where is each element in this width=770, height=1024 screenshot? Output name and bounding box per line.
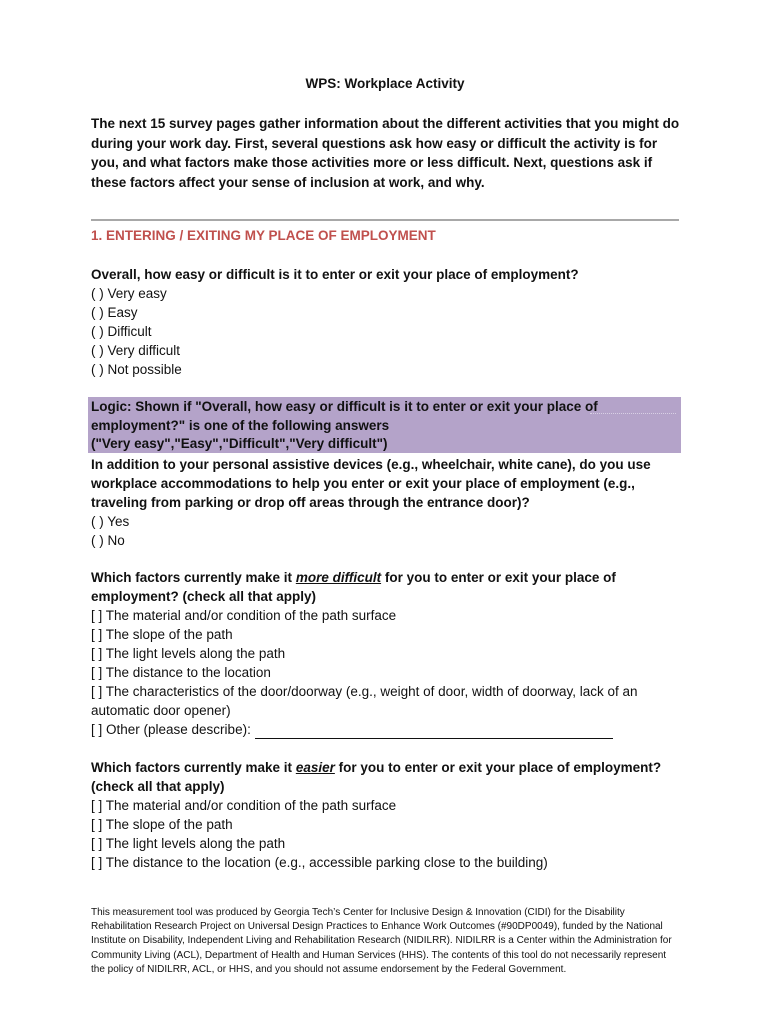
question-accommodations	[91, 455, 681, 550]
checkbox-path-slope[interactable]: [ ] The slope of the path	[91, 817, 233, 832]
question-text: Overall, how easy or difficult is it to enter or exit your place of employment?	[91, 267, 579, 282]
section-divider	[91, 219, 679, 221]
checkbox-path-surface[interactable]: [ ] The material and/or condition of the path surface	[91, 798, 397, 813]
checkbox-other[interactable]: [ ] Other (please describe):	[91, 720, 681, 739]
question-more-difficult-factors	[91, 568, 681, 739]
checkbox-path-slope[interactable]: [ ] The slope of the path	[91, 627, 233, 642]
option-easy[interactable]: ( ) Easy	[91, 305, 138, 320]
logic-line-3: ("Very easy","Easy","Difficult","Very difficult")	[91, 436, 388, 451]
logic-line-2: employment?" is one of the following answers	[91, 417, 390, 433]
option-yes[interactable]: ( ) Yes	[91, 514, 130, 529]
option-very-easy[interactable]: ( ) Very easy	[91, 286, 167, 301]
checkbox-distance[interactable]: [ ] The distance to the location (e.g., accessible parking close to the building)	[91, 855, 548, 870]
checkbox-light-levels[interactable]: [ ] The light levels along the path	[91, 836, 286, 851]
option-not-possible[interactable]: ( ) Not possible	[91, 362, 182, 377]
option-difficult[interactable]: ( ) Difficult	[91, 324, 152, 339]
footer-disclaimer: This measurement tool was produced by Georgia Tech’s Center for Inclusive Design & Innovation (CIDI) for the Disability Rehabilitation Research Project on Universal Design Practices to Enhance Work Outcomes (#90DP0049), funded by the National Institute on Disability, Independent Living and Rehabilitation Research (NIDILRR). NIDILRR is a Center within the Administration for Community Living (ACL), Department of Health and Human Services (HHS). The contents of this tool do not necessarily represent the policy of NIDILRR, ACL, or HHS, and you should not assume endorsement by the Federal Government.	[91, 907, 672, 975]
question-text: Which factors currently make it easier for you to enter or exit your place of employment? (check all that apply)	[91, 760, 662, 794]
option-no[interactable]: ( ) No	[91, 533, 125, 548]
checkbox-door-characteristics[interactable]: [ ] The characteristics of the door/doorway (e.g., weight of door, width of doorway, lack of an automatic door opener)	[91, 684, 638, 718]
question-overall-ease	[91, 265, 681, 379]
question-text: Which factors currently make it more difficult for you to enter or exit your place of employment? (check all that apply)	[91, 570, 616, 604]
logic-line-1: Logic: Shown if "Overall, how easy or difficult is it to enter or exit your place of	[91, 399, 598, 414]
other-description-field[interactable]	[255, 724, 613, 739]
intro-paragraph: The next 15 survey pages gather information about the different activities that you might do during your work day. First, several questions ask how easy or difficult the activity is for you, and what factors make those activities more or less difficult. Next, questions ask if these factors affect your sense of inclusion at work, and why.	[91, 116, 680, 190]
emphasis-easier: easier	[295, 760, 335, 775]
emphasis-more-difficult: more difficult	[295, 570, 382, 585]
page-title: WPS: Workplace Activity	[305, 76, 465, 91]
checkbox-path-surface[interactable]: [ ] The material and/or condition of the path surface	[91, 608, 397, 623]
section-heading: 1. ENTERING / EXITING MY PLACE OF EMPLOYMENT	[91, 228, 436, 243]
logic-note	[91, 398, 681, 454]
checkbox-light-levels[interactable]: [ ] The light levels along the path	[91, 646, 286, 661]
checkbox-distance[interactable]: [ ] The distance to the location	[91, 665, 271, 680]
option-very-difficult[interactable]: ( ) Very difficult	[91, 343, 181, 358]
question-easier-factors	[91, 758, 681, 872]
question-text: In addition to your personal assistive devices (e.g., wheelchair, white cane), do you use workplace accommodations to help you enter or exit your place of employment (e.g., traveling from parking or drop off areas through the entrance door)?	[91, 457, 651, 510]
